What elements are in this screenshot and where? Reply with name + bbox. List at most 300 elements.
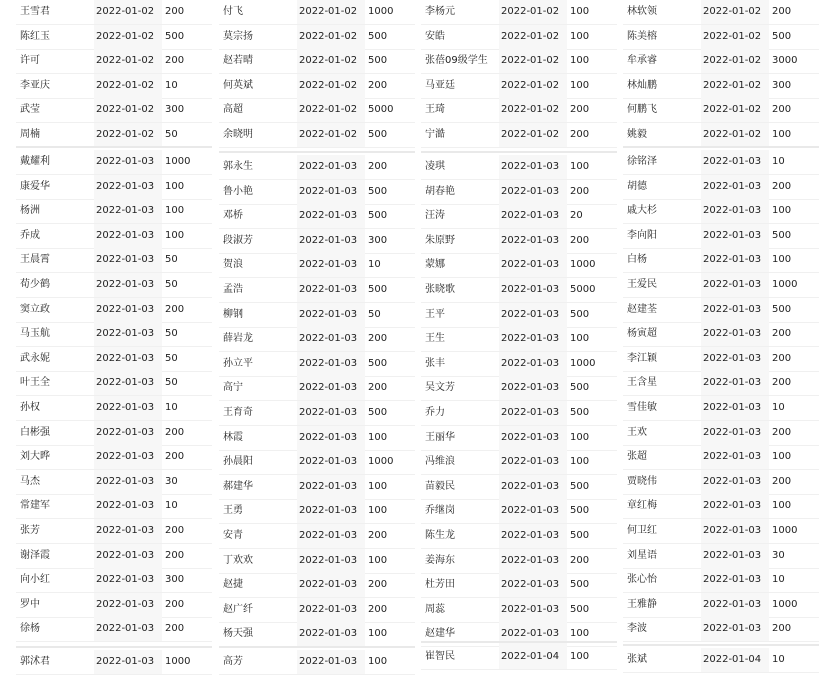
donation-amount: 200 xyxy=(772,6,792,17)
list-item xyxy=(623,347,819,372)
donation-date: 2022-01-03 xyxy=(701,519,769,543)
donation-amount: 200 xyxy=(165,525,185,536)
donor-name: 罗中 xyxy=(20,598,40,610)
donation-amount: 1000 xyxy=(368,6,394,17)
list-item xyxy=(421,253,617,278)
donor-name: 安皓 xyxy=(425,30,445,42)
list-item xyxy=(219,204,415,229)
donation-date: 2022-01-03 xyxy=(499,155,567,179)
donation-date: 2022-01-03 xyxy=(94,494,162,518)
list-column xyxy=(623,0,823,673)
list-item xyxy=(219,98,415,123)
donor-name: 杨天强 xyxy=(223,628,253,640)
list-item xyxy=(219,450,415,475)
list-item xyxy=(16,347,212,372)
list-column xyxy=(219,0,419,673)
list-item xyxy=(623,544,819,569)
donation-date: 2022-01-03 xyxy=(499,475,567,499)
donation-date: 2022-01-02 xyxy=(94,25,162,49)
donor-name: 王雅静 xyxy=(627,598,657,610)
donation-amount: 200 xyxy=(165,549,185,561)
donation-date: 2022-01-03 xyxy=(701,544,769,568)
donor-name: 王含星 xyxy=(627,377,657,389)
donation-date: 2022-01-03 xyxy=(297,524,365,548)
list-item xyxy=(16,519,212,544)
block-divider xyxy=(219,151,415,153)
donation-amount: 200 xyxy=(368,530,388,541)
donor-name: 郭沭君 xyxy=(20,656,50,667)
donation-date: 2022-01-03 xyxy=(701,617,769,641)
donation-amount: 10 xyxy=(165,402,178,413)
donation-amount: 300 xyxy=(165,574,185,586)
donation-date: 2022-01-03 xyxy=(701,470,769,494)
list-item xyxy=(421,25,617,50)
donation-date: 2022-01-03 xyxy=(94,273,162,297)
donation-date: 2022-01-04 xyxy=(499,645,567,669)
donation-date: 2022-01-03 xyxy=(94,617,162,641)
donation-date: 2022-01-03 xyxy=(499,229,567,253)
list-item xyxy=(421,49,617,74)
donation-date: 2022-01-02 xyxy=(297,0,365,24)
donor-name: 张超 xyxy=(627,451,647,463)
list-item xyxy=(219,253,415,278)
donation-amount: 100 xyxy=(570,30,590,42)
donation-amount: 100 xyxy=(772,451,792,463)
donor-name: 姚毅 xyxy=(627,129,647,140)
donor-name: 赵广纤 xyxy=(223,603,253,615)
donation-date: 2022-01-03 xyxy=(701,568,769,592)
donation-date: 2022-01-03 xyxy=(701,175,769,199)
list-item xyxy=(623,470,819,495)
donor-name: 蒙娜 xyxy=(425,259,445,271)
donation-date: 2022-01-03 xyxy=(94,347,162,371)
donor-name: 白彬强 xyxy=(20,426,50,438)
donation-amount: 50 xyxy=(165,279,178,290)
list-item xyxy=(16,199,212,224)
list-item xyxy=(16,150,212,175)
donor-name: 王爱民 xyxy=(627,279,657,290)
donation-amount: 200 xyxy=(570,554,590,566)
donation-amount: 500 xyxy=(368,284,388,295)
list-item xyxy=(623,0,819,25)
donor-name: 王雪君 xyxy=(20,6,50,17)
donation-amount: 10 xyxy=(772,574,785,586)
list-item xyxy=(623,199,819,224)
donor-name: 许可 xyxy=(20,55,40,67)
list-item xyxy=(16,298,212,323)
list-item xyxy=(219,376,415,401)
donation-amount: 200 xyxy=(772,328,792,340)
donor-name: 张蓓09级学生 xyxy=(425,55,488,67)
list-column xyxy=(421,0,621,673)
donor-name: 乔继岗 xyxy=(425,505,455,517)
donation-date: 2022-01-03 xyxy=(499,303,567,327)
donation-amount: 500 xyxy=(570,308,590,320)
list-item xyxy=(219,352,415,377)
donation-amount: 100 xyxy=(570,651,590,662)
list-item xyxy=(16,593,212,618)
donation-amount: 500 xyxy=(772,30,792,42)
donation-date: 2022-01-02 xyxy=(701,123,769,147)
donation-amount: 100 xyxy=(570,431,590,443)
list-item xyxy=(421,204,617,229)
donor-name: 李江颖 xyxy=(627,352,657,364)
list-item xyxy=(219,0,415,25)
donation-date: 2022-01-03 xyxy=(499,180,567,204)
donor-name: 林灿鹏 xyxy=(627,79,657,91)
donation-date: 2022-01-03 xyxy=(94,199,162,223)
donor-name: 张心怡 xyxy=(627,574,657,586)
donation-amount: 300 xyxy=(772,79,792,91)
donation-date: 2022-01-03 xyxy=(297,573,365,597)
donor-name: 郝建华 xyxy=(223,480,253,492)
list-item xyxy=(219,229,415,254)
donation-date: 2022-01-03 xyxy=(499,253,567,277)
donor-name: 牟承睿 xyxy=(627,55,657,67)
donor-name: 邓桥 xyxy=(223,210,243,222)
list-item xyxy=(623,421,819,446)
donation-amount: 30 xyxy=(165,475,178,487)
list-item xyxy=(219,475,415,500)
donation-amount: 30 xyxy=(772,549,785,561)
donation-date: 2022-01-03 xyxy=(297,253,365,277)
list-item xyxy=(16,74,212,99)
donation-amount: 10 xyxy=(772,654,785,665)
donation-amount: 20 xyxy=(570,210,583,222)
block-divider xyxy=(421,151,617,153)
block-divider xyxy=(16,146,212,148)
donor-name: 赵建荃 xyxy=(627,303,657,315)
donation-amount: 100 xyxy=(570,333,590,345)
donor-name: 王生 xyxy=(425,333,445,345)
list-item xyxy=(16,273,212,298)
donation-date: 2022-01-02 xyxy=(94,123,162,147)
donation-amount: 10 xyxy=(165,500,178,512)
donation-amount: 50 xyxy=(165,129,178,140)
donor-name: 陈美榕 xyxy=(627,30,657,42)
list-item xyxy=(421,622,617,647)
donation-date: 2022-01-03 xyxy=(297,204,365,228)
donation-date: 2022-01-03 xyxy=(94,650,162,674)
donor-name: 徐杨 xyxy=(20,623,40,635)
donation-date: 2022-01-03 xyxy=(297,549,365,573)
donation-amount: 200 xyxy=(165,426,185,438)
donation-date: 2022-01-03 xyxy=(297,229,365,253)
donation-amount: 500 xyxy=(368,357,388,369)
list-item xyxy=(623,49,819,74)
donor-name: 章红梅 xyxy=(627,500,657,512)
list-item xyxy=(421,327,617,352)
list-item xyxy=(623,175,819,200)
donor-name: 张丰 xyxy=(425,357,445,369)
donor-name: 付飞 xyxy=(223,6,243,17)
donation-date: 2022-01-02 xyxy=(499,98,567,122)
donor-name: 杨洲 xyxy=(20,205,40,217)
donation-date: 2022-01-02 xyxy=(94,49,162,73)
donation-date: 2022-01-03 xyxy=(94,544,162,568)
donation-date: 2022-01-02 xyxy=(94,98,162,122)
donation-amount: 100 xyxy=(368,554,388,566)
donation-amount: 200 xyxy=(570,185,590,197)
donation-amount: 200 xyxy=(772,352,792,364)
donor-name: 马杰 xyxy=(20,475,40,487)
list-item xyxy=(16,98,212,123)
donation-date: 2022-01-03 xyxy=(701,224,769,248)
donation-amount: 10 xyxy=(368,259,381,271)
donation-date: 2022-01-02 xyxy=(701,98,769,122)
donation-amount: 300 xyxy=(368,234,388,246)
donor-name: 苗毅民 xyxy=(425,480,455,492)
donor-name: 郭永生 xyxy=(223,161,253,172)
donor-name: 薛岩龙 xyxy=(223,333,253,345)
list-item xyxy=(421,376,617,401)
donation-date: 2022-01-03 xyxy=(94,470,162,494)
donation-date: 2022-01-02 xyxy=(499,0,567,24)
list-item xyxy=(421,549,617,574)
list-item xyxy=(16,568,212,593)
donation-date: 2022-01-02 xyxy=(94,0,162,24)
donation-date: 2022-01-02 xyxy=(94,74,162,98)
list-item xyxy=(16,248,212,273)
list-item xyxy=(623,322,819,347)
donor-name: 贾晓伟 xyxy=(627,475,657,487)
donation-amount: 100 xyxy=(772,500,792,512)
list-item xyxy=(421,352,617,377)
donor-name: 崔智民 xyxy=(425,651,455,662)
donor-name: 刘星语 xyxy=(627,549,657,561)
donation-amount: 500 xyxy=(165,30,185,42)
list-item xyxy=(421,450,617,475)
list-item xyxy=(421,98,617,123)
donation-amount: 200 xyxy=(368,161,388,172)
donation-amount: 50 xyxy=(368,308,381,320)
donor-name: 武莹 xyxy=(20,104,40,116)
list-item xyxy=(421,499,617,524)
donor-name: 姜海东 xyxy=(425,554,455,566)
list-item xyxy=(623,648,819,673)
donation-amount: 500 xyxy=(368,30,388,42)
donation-amount: 500 xyxy=(570,579,590,591)
donation-amount: 100 xyxy=(570,628,590,640)
donation-date: 2022-01-02 xyxy=(499,123,567,147)
donation-amount: 100 xyxy=(368,656,388,667)
list-item xyxy=(623,371,819,396)
donation-amount: 1000 xyxy=(165,156,191,167)
donation-amount: 100 xyxy=(165,180,185,192)
donation-amount: 100 xyxy=(570,55,590,67)
donation-date: 2022-01-02 xyxy=(701,0,769,24)
donation-amount: 1000 xyxy=(772,598,798,610)
list-item xyxy=(16,494,212,519)
donor-name: 冯维浪 xyxy=(425,456,455,468)
donation-amount: 1000 xyxy=(570,357,596,369)
donation-date: 2022-01-03 xyxy=(499,327,567,351)
donation-amount: 200 xyxy=(368,382,388,394)
donor-name: 王琦 xyxy=(425,104,445,116)
list-item xyxy=(623,150,819,175)
donation-amount: 200 xyxy=(772,475,792,487)
list-item xyxy=(219,74,415,99)
donation-date: 2022-01-03 xyxy=(499,401,567,425)
block-divider xyxy=(623,644,819,646)
donation-date: 2022-01-03 xyxy=(297,622,365,646)
donor-name: 马亚廷 xyxy=(425,79,455,91)
donation-date: 2022-01-03 xyxy=(94,322,162,346)
donation-amount: 100 xyxy=(570,79,590,91)
donor-name: 赵捷 xyxy=(223,579,243,591)
donation-amount: 50 xyxy=(165,377,178,389)
donor-name: 鲁小艳 xyxy=(223,185,253,197)
donation-date: 2022-01-03 xyxy=(297,376,365,400)
donor-name: 王平 xyxy=(425,308,445,320)
donor-name: 余晓明 xyxy=(223,129,253,140)
donor-name: 徐铭泽 xyxy=(627,156,657,167)
donor-name: 荀少鹤 xyxy=(20,279,50,290)
donation-date: 2022-01-03 xyxy=(499,573,567,597)
donor-name: 雪佳敏 xyxy=(627,402,657,413)
donation-amount: 100 xyxy=(368,480,388,492)
list-column xyxy=(16,0,216,673)
donor-name: 常建军 xyxy=(20,500,50,512)
donor-name: 刘大晔 xyxy=(20,451,50,463)
donation-date: 2022-01-03 xyxy=(701,347,769,371)
donation-date: 2022-01-03 xyxy=(297,426,365,450)
donor-name: 王勇 xyxy=(223,505,243,517)
donation-date: 2022-01-03 xyxy=(297,598,365,622)
donation-date: 2022-01-03 xyxy=(297,278,365,302)
donation-amount: 200 xyxy=(772,623,792,635)
donor-name: 周楠 xyxy=(20,129,40,140)
donation-date: 2022-01-03 xyxy=(94,224,162,248)
donor-name: 戴耀利 xyxy=(20,156,50,167)
donation-amount: 1000 xyxy=(772,525,798,536)
donor-name: 马玉航 xyxy=(20,328,50,340)
donor-name: 李亚庆 xyxy=(20,79,50,91)
donation-date: 2022-01-03 xyxy=(701,593,769,617)
list-item xyxy=(623,98,819,123)
donation-amount: 50 xyxy=(165,328,178,340)
donation-amount: 500 xyxy=(772,229,792,241)
donation-amount: 500 xyxy=(570,530,590,541)
donation-date: 2022-01-03 xyxy=(499,204,567,228)
donation-date: 2022-01-03 xyxy=(499,499,567,523)
donor-name: 凌琪 xyxy=(425,161,445,172)
donor-name: 胡德 xyxy=(627,180,647,192)
list-item xyxy=(16,650,212,675)
donation-date: 2022-01-02 xyxy=(297,25,365,49)
donor-name: 王晨霄 xyxy=(20,254,50,266)
donation-date: 2022-01-03 xyxy=(701,396,769,420)
donor-name: 张斌 xyxy=(627,654,647,665)
donor-name: 朱原野 xyxy=(425,234,455,246)
donation-amount: 200 xyxy=(772,426,792,438)
list-item xyxy=(421,645,617,670)
donor-name: 李杨元 xyxy=(425,6,455,17)
donation-date: 2022-01-03 xyxy=(297,155,365,179)
donation-amount: 1000 xyxy=(570,259,596,271)
donation-amount: 200 xyxy=(368,333,388,345)
donor-name: 胡春艳 xyxy=(425,185,455,197)
list-item xyxy=(623,25,819,50)
donation-date: 2022-01-04 xyxy=(701,648,769,672)
list-item xyxy=(219,622,415,647)
donor-name: 安青 xyxy=(223,530,243,541)
donor-name: 杨寅超 xyxy=(627,328,657,340)
donor-name: 乔成 xyxy=(20,229,40,241)
donor-name: 王丽华 xyxy=(425,431,455,443)
donation-amount: 100 xyxy=(772,205,792,217)
donation-amount: 10 xyxy=(772,156,785,167)
donor-name: 赵若晴 xyxy=(223,55,253,67)
donation-amount: 200 xyxy=(570,234,590,246)
donor-name: 何卫红 xyxy=(627,525,657,536)
donation-date: 2022-01-03 xyxy=(499,278,567,302)
donor-name: 孙权 xyxy=(20,402,40,413)
donation-amount: 3000 xyxy=(772,55,798,67)
donation-date: 2022-01-02 xyxy=(297,98,365,122)
donor-name: 莫宗扬 xyxy=(223,30,253,42)
donation-amount: 50 xyxy=(165,254,178,266)
donation-date: 2022-01-03 xyxy=(297,499,365,523)
donor-name: 陈生龙 xyxy=(425,530,455,541)
donation-amount: 500 xyxy=(570,603,590,615)
donation-amount: 500 xyxy=(570,382,590,394)
donation-date: 2022-01-02 xyxy=(297,49,365,73)
list-item xyxy=(421,401,617,426)
donation-date: 2022-01-03 xyxy=(297,401,365,425)
list-item xyxy=(219,25,415,50)
list-item xyxy=(219,278,415,303)
donor-name: 高芳 xyxy=(223,656,243,667)
donation-date: 2022-01-03 xyxy=(701,273,769,297)
donation-amount: 500 xyxy=(368,407,388,418)
list-item xyxy=(623,494,819,519)
donor-name: 张晓歌 xyxy=(425,284,455,295)
donor-name: 李向阳 xyxy=(627,229,657,241)
donation-date: 2022-01-03 xyxy=(297,450,365,474)
donation-date: 2022-01-03 xyxy=(94,175,162,199)
donation-date: 2022-01-03 xyxy=(701,445,769,469)
list-item xyxy=(623,593,819,618)
list-item xyxy=(16,123,212,148)
list-item xyxy=(219,598,415,623)
donation-amount: 200 xyxy=(772,104,792,116)
donation-date: 2022-01-03 xyxy=(297,352,365,376)
list-item xyxy=(623,298,819,323)
donor-name: 李波 xyxy=(627,623,647,635)
list-item xyxy=(16,25,212,50)
donor-name: 贺浪 xyxy=(223,259,243,271)
list-item xyxy=(16,322,212,347)
donation-amount: 10 xyxy=(165,79,178,91)
donation-date: 2022-01-03 xyxy=(701,421,769,445)
donor-name: 丁欢欢 xyxy=(223,554,253,566)
donation-date: 2022-01-03 xyxy=(94,371,162,395)
list-item xyxy=(219,155,415,180)
list-item xyxy=(421,573,617,598)
list-item xyxy=(623,617,819,642)
donation-date: 2022-01-03 xyxy=(499,549,567,573)
donation-date: 2022-01-03 xyxy=(701,248,769,272)
list-item xyxy=(623,123,819,148)
list-item xyxy=(219,499,415,524)
list-item xyxy=(219,123,415,148)
list-item xyxy=(16,0,212,25)
list-item xyxy=(623,224,819,249)
donation-amount: 100 xyxy=(772,129,792,140)
donor-name: 何鹏飞 xyxy=(627,104,657,116)
list-item xyxy=(16,445,212,470)
